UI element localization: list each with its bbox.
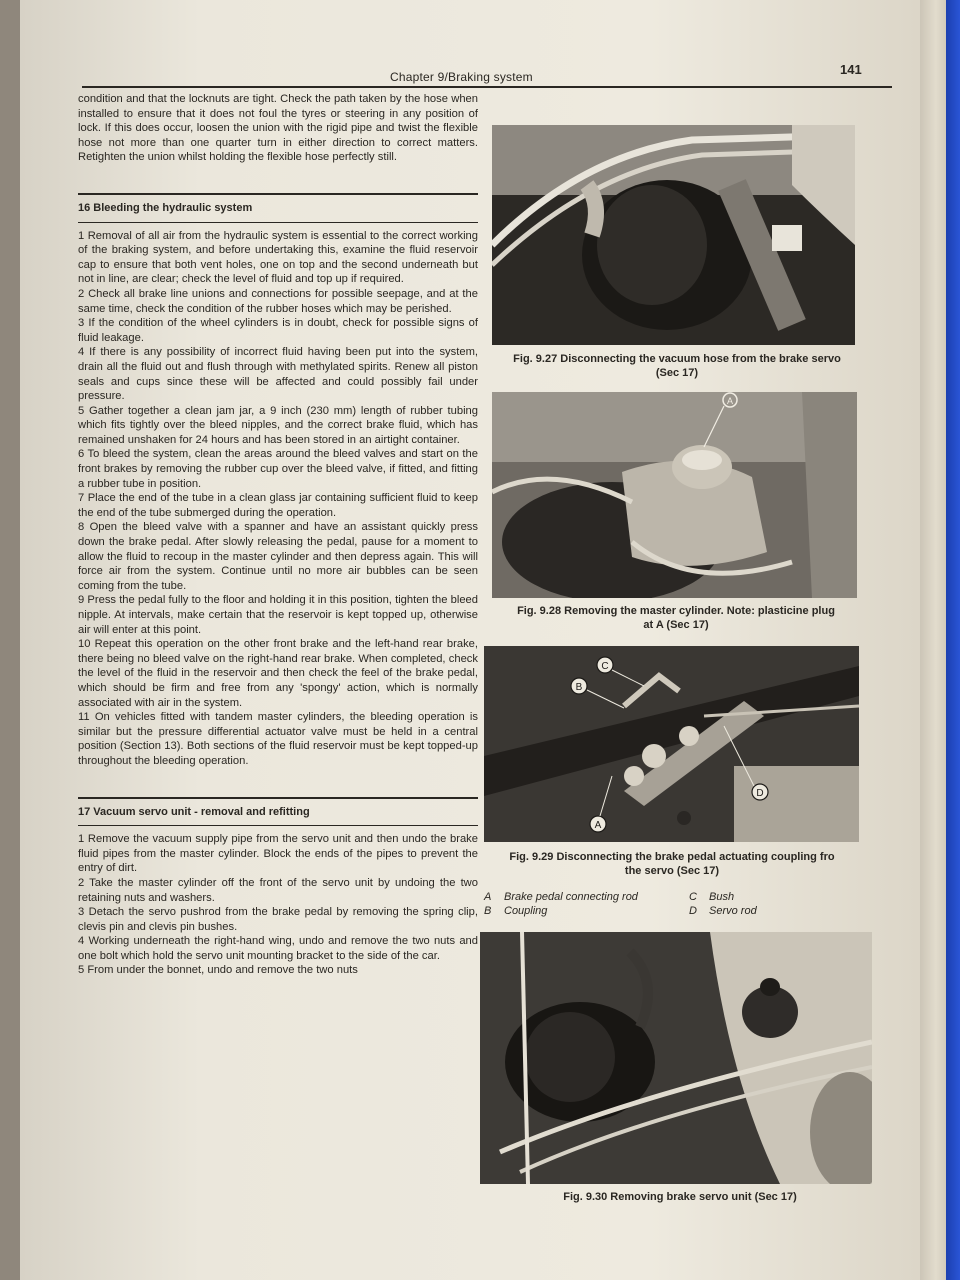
manual-page: [20, 0, 920, 1280]
section-16-underline: [78, 222, 478, 223]
s16-paragraph-9: 9 Press the pedal fully to the floor and holding it in this position, tighten the bleed nipple. At intervals, make certain that the reservoir is kept topped up, otherwise air will enter at this point.: [78, 594, 478, 636]
figure-9-29-label-a: A: [594, 820, 602, 831]
page-number: 141: [840, 62, 862, 77]
figure-9-29-legend: A Brake pedal connecting rod C Bush B Coupling D Servo rod: [484, 891, 757, 917]
figure-9-27-photo: [492, 125, 855, 345]
s17-paragraph-2: 2 Take the master cylinder off the front of the servo unit by undoing the two retaining nuts and washers.: [78, 876, 478, 904]
s16-paragraph-5: 5 Gather together a clean jam jar, a 9 inch (230 mm) length of rubber tubing which fits tightly over the bleed nipples, and the correct brake fluid, which has remained unshaken for 24 hours and has been stored in an airtight container.: [78, 404, 478, 446]
figure-9-30-photo: [480, 932, 872, 1184]
s16-paragraph-10: 10 Repeat this operation on the other front brake and the left-hand rear brake, there being no bleed valve on the right-hand rear brake. When completed, check the level of the fluid in the reservoir and then check the feel of the brake pedal, which should be firm and free from any 'spongy' action, which is normally associated with air in the system.: [78, 638, 478, 709]
s16-paragraph-4: 4 If there is any possibility of incorrect fluid having been put into the system, drain all the fluid out and flush through with methylated spirits. Renew all piston seals and cups since these will be affected and could possibly fail under pressure.: [78, 346, 478, 403]
figure-9-28-label-a: A: [726, 396, 734, 406]
s17-paragraph-4: 4 Working underneath the right-hand wing, undo and remove the two nuts and one bolt which hold the servo unit mounting bracket to the side of the car.: [78, 935, 478, 962]
section-17-heading: 17 Vacuum servo unit - removal and refitting: [78, 805, 310, 818]
s17-paragraph-1: 1 Remove the vacuum supply pipe from the servo unit and then undo the brake fluid pipes from the master cylinder. Block the ends of the pipes to prevent the entry of dirt.: [78, 833, 478, 875]
s16-paragraph-11: 11 On vehicles fitted with tandem master cylinders, the bleeding operation is similar but the pressure differential actuator valve must be held in a central position (Section 13). Both sections of the fluid reservoir must be kept topped-up throughout the bleeding operation.: [78, 711, 478, 767]
figure-9-29-label-b: B: [575, 682, 583, 693]
section-16-rule: [78, 193, 478, 195]
section-16-heading: 16 Bleeding the hydraulic system: [78, 201, 253, 214]
figure-9-29-caption: Fig. 9.29 Disconnecting the brake pedal actuating coupling fro the servo (Sec 17): [509, 851, 835, 877]
left-text-column: [78, 92, 478, 978]
s17-paragraph-3: 3 Detach the servo pushrod from the brake pedal by removing the spring clip, clevis pin and clevis pin bushes.: [78, 906, 478, 933]
figure-9-29-photo: [484, 646, 859, 842]
header-rule: [82, 86, 892, 88]
figure-9-30-caption: Fig. 9.30 Removing brake servo unit (Sec 17): [563, 1191, 797, 1203]
chapter-title: Chapter 9/Braking system: [390, 70, 533, 84]
s16-paragraph-8: 8 Open the bleed valve with a spanner and have an assistant quickly press down the brake pedal. After slowly releasing the pedal, pause for a moment to allow the fluid to recoup in the master cylinder and then depress again. This will force air from the system. Continue until no more air bubbles can be seen coming from the tube.: [78, 521, 478, 592]
figure-9-29-label-d: D: [756, 788, 764, 799]
intro-paragraph: condition and that the locknuts are tight. Check the path taken by the hose when installed to ensure that it does not foul the tyres or steering in any position of lock. If this does occur, loosen the union with the rigid pipe and twist the flexible hose not more than one quarter turn in either direction to correct matters. Retighten the union whilst holding the flexible hose perfectly still.: [78, 93, 478, 164]
section-17-rule: [78, 797, 478, 799]
figure-9-29-label-c: C: [601, 661, 609, 672]
s17-paragraph-5: 5 From under the bonnet, undo and remove the two nuts: [78, 964, 358, 977]
s16-paragraph-1: 1 Removal of all air from the hydraulic system is essential to the correct working of the braking system, and before undertaking this, examine the fluid reservoir cap to ensure that both vent holes, one on top and the second underneath but not in line, are clear; check the level of fluid and top up if required.: [78, 229, 478, 286]
figure-9-27-caption: Fig. 9.27 Disconnecting the vacuum hose from the brake servo (Sec 17): [513, 353, 841, 379]
s16-paragraph-2: 2 Check all brake line unions and connections for possible seepage, and at the same time, check the condition of the rubber hoses which may be perished.: [78, 287, 478, 315]
s16-paragraph-6: 6 To bleed the system, clean the areas around the bleed valves and start on the front brakes by removing the rubber cup over the bleed valve, if fitted, and fitting a rubber tube in position.: [78, 448, 478, 490]
s16-paragraph-7: 7 Place the end of the tube in a clean glass jar containing sufficient fluid to keep the end of the tube submerged during the operation.: [78, 492, 478, 519]
section-17-underline: [78, 825, 478, 826]
figure-9-28-photo: [492, 392, 857, 598]
book-cover-edge: [946, 0, 960, 1280]
figure-9-28-caption: Fig. 9.28 Removing the master cylinder. Note: plasticine plug at A (Sec 17): [517, 605, 835, 631]
s16-paragraph-3: 3 If the condition of the wheel cylinders is in doubt, check for possible signs of fluid leakage.: [78, 317, 478, 344]
